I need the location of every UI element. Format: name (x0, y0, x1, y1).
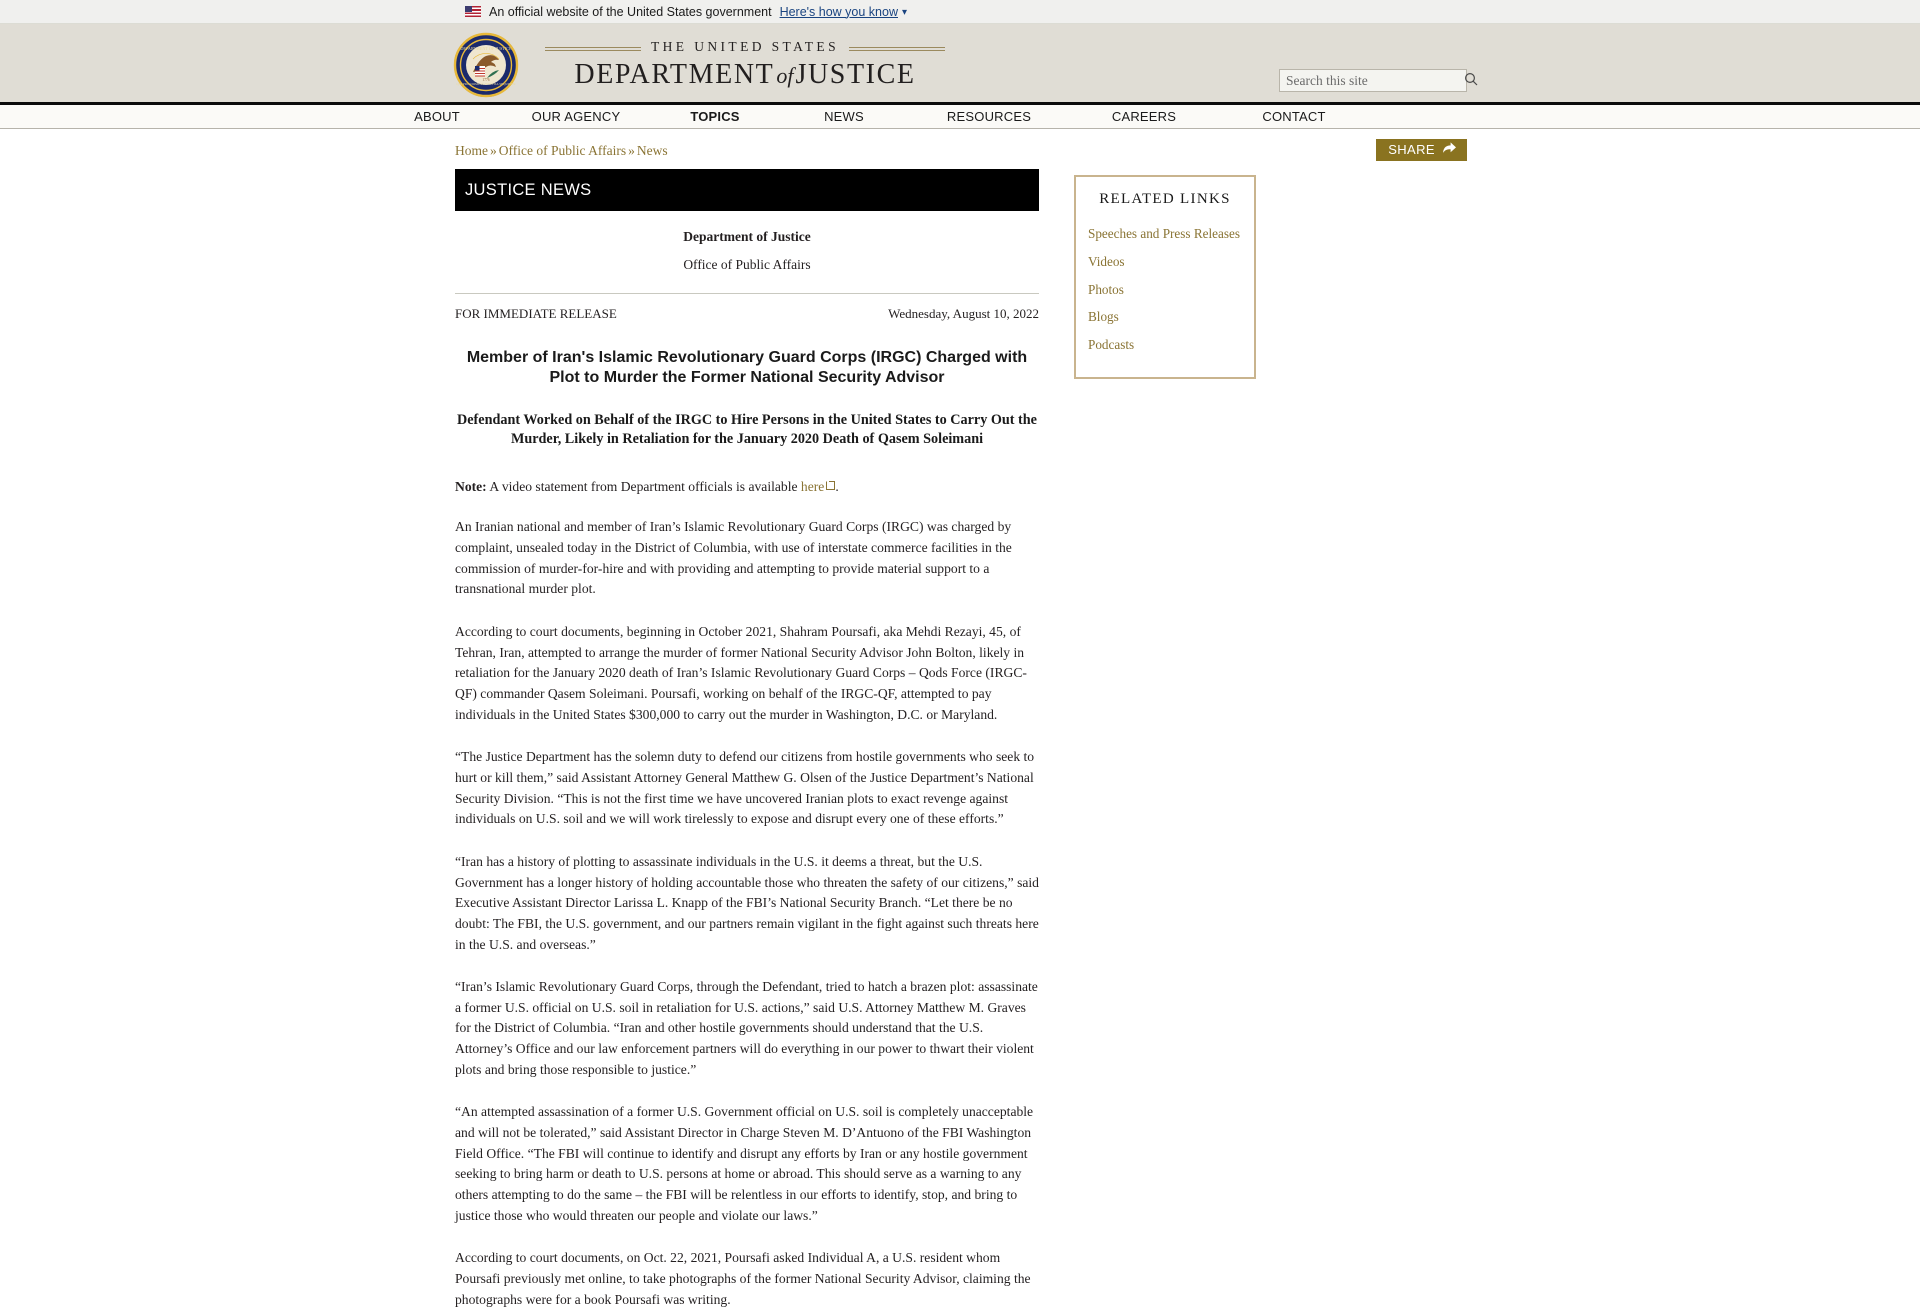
breadcrumb-news[interactable]: News (636, 143, 668, 158)
page-title: Member of Iran's Islamic Revolutionary Guard Corps (IRGC) Charged with Plot to Murder the Former National Security Advisor (466, 349, 1028, 387)
nav-item-resources[interactable]: RESOURCES (946, 109, 1032, 124)
justice-news-title: JUSTICE NEWS (465, 180, 592, 199)
svg-text:DEPARTMENT OF JUSTICE: DEPARTMENT OF JUSTICE (460, 46, 512, 51)
justice-news-banner (455, 169, 1039, 211)
wordmark-line1: THE UNITED STATES (651, 39, 839, 54)
doj-seal-icon (453, 32, 519, 98)
related-link-videos[interactable]: Videos (1088, 253, 1125, 269)
site-search[interactable] (1279, 69, 1467, 92)
issuing-office-block (455, 211, 1039, 294)
nav-item-careers[interactable]: CAREERS (1111, 109, 1177, 124)
article-subheadline: Defendant Worked on Behalf of the IRGC to Hire Persons in the United States to Carry Out the Murder, Likely in Retaliation for the January 2020 Death of Qasem Soleimani (457, 411, 1037, 447)
issuing-office: Office of Public Affairs (683, 257, 811, 272)
heres-how-you-know-link[interactable]: Here's how you know ▾ (779, 4, 908, 19)
related-links-title: RELATED LINKS (1099, 191, 1231, 207)
related-link-blogs[interactable]: Blogs (1088, 309, 1119, 325)
external-link-icon (826, 481, 835, 490)
article-body (455, 449, 1039, 1310)
article-paragraph: According to court documents, on Oct. 22, 2021, Poursafi asked Individual A, a U.S. resident whom Poursafi previously met online, to take photographs of the former National Security Advisor, claiming the photographs were for a book Poursafi was writing. (455, 1250, 1031, 1307)
breadcrumb-office-of-public-affairs[interactable]: Office of Public Affairs (498, 143, 627, 158)
related-link-speeches-and-press-releases[interactable]: Speeches and Press Releases (1088, 226, 1240, 241)
official-gov-banner (0, 0, 1920, 24)
article-paragraph: An Iranian national and member of Iran’s Islamic Revolutionary Guard Corps (IRGC) was charged by complaint, unsealed today in the District of Columbia, with use of interstate commerce facilities in the commission of murder-for-hire and with providing and attempting to provide material support to a transnational murder plot. (455, 519, 1012, 597)
article-paragraph: “An attempted assassination of a former U.S. Government official on U.S. soil is completely unacceptable and will not be tolerated,” said Assistant Director in Charge Steven M. D’Antuono of the FBI Washington Field Office. “The FBI will continue to identify and disrupt any efforts by Iran or any hostile government seeking to bring harm or death to U.S. persons at home or abroad. This should serve as a warning to any others attempting to do the same – the FBI will be relentless in our efforts to identify, stop, and bring to justice those who would threaten our people and violate our laws.” (455, 1104, 1034, 1223)
wordmark-rule-right (849, 47, 945, 48)
nav-item-our-agency[interactable]: OUR AGENCY (531, 109, 621, 124)
breadcrumb-separator: » (490, 143, 497, 158)
nav-item-contact[interactable]: CONTACT (1262, 109, 1326, 124)
article-paragraph: “Iran’s Islamic Revolutionary Guard Corps, through the Defendant, tried to hatch a brazen plot: assassinate a former U.S. official on U.S. soil in retaliation for U.S. actions,” said U.S. Attorney Matthew M. Graves for the District of Columbia. “Iran and other hostile governments should understand that the U.S. Attorney’s Office and our law enforcement partners will do everything in our power to thwart their violent plots and bring those responsible to justice.” (455, 979, 1038, 1077)
chevron-down-icon: ▾ (902, 6, 908, 18)
wordmark-department: DEPARTMENT (574, 59, 775, 90)
article-paragraph: “The Justice Department has the solemn duty to defend our citizens from hostile governments who seek to hurt or kill them,” said Assistant Attorney General Matthew G. Olsen of the Justice Department’s National Security Division. “This is not the first time we have uncovered Iranian plots to exact revenge against individuals on U.S. soil and we will work tirelessly to expose and disrupt every one of these efforts.” (455, 749, 1035, 827)
svg-text:QUI PRO DOMINA JUSTITIA SEQUIT: QUI PRO DOMINA JUSTITIA SEQUITUR (456, 82, 516, 86)
video-statement-link[interactable]: here (800, 478, 825, 494)
page-content (365, 129, 1555, 1310)
note-label: Note: (455, 478, 487, 494)
related-links-sidebar (1074, 169, 1256, 379)
wordmark-justice: JUSTICE (795, 59, 916, 90)
article-column (455, 169, 1039, 1310)
release-meta-row (455, 294, 1039, 322)
related-link-photos[interactable]: Photos (1088, 281, 1124, 297)
note-paragraph (455, 477, 1039, 498)
article-paragraph: “Iran has a history of plotting to assassinate individuals in the U.S. it deems a threat, but the U.S. Government has a longer history of holding accountable those who threaten the safety of our citizens,” said Executive Assistant Director Larissa L. Knapp of the FBI’s National Security Branch. “Let there be no doubt: The FBI, the U.S. government, and our partners remain vigilant in the fight against such threats here in the U.S. and overseas.” (455, 853, 1039, 952)
search-input[interactable] (1280, 70, 1458, 91)
breadcrumb-home[interactable]: Home (455, 143, 488, 158)
site-masthead (0, 24, 1920, 105)
doj-wordmark[interactable] (535, 38, 955, 91)
nav-item-topics[interactable]: TOPICS (690, 109, 740, 124)
share-button-label: SHARE (1388, 142, 1435, 157)
breadcrumb (365, 139, 668, 159)
for-immediate-release-label: FOR IMMEDIATE RELEASE (455, 306, 617, 321)
issuing-department: Department of Justice (683, 229, 811, 244)
nav-item-about[interactable]: ABOUT (414, 109, 460, 124)
note-text-after: . (835, 478, 839, 494)
wordmark-rule-left (545, 47, 641, 48)
share-arrow-icon (1442, 141, 1457, 158)
svg-text:1776: 1776 (482, 78, 490, 82)
search-submit-button[interactable] (1458, 70, 1484, 91)
search-icon (1464, 72, 1478, 89)
nav-item-news[interactable]: NEWS (824, 109, 864, 124)
wordmark-of: of (776, 63, 794, 88)
official-site-label: An official website of the United States government (489, 4, 772, 19)
note-text-before: A video statement from Department officials is available (489, 478, 801, 494)
primary-navigation (0, 105, 1920, 129)
related-link-podcasts[interactable]: Podcasts (1088, 337, 1135, 353)
share-button[interactable] (1376, 139, 1467, 161)
us-flag-icon (465, 6, 481, 17)
breadcrumb-separator: » (628, 143, 635, 158)
article-paragraph: According to court documents, beginning in October 2021, Shahram Poursafi, aka Mehdi Rezayi, 45, of Tehran, Iran, attempted to arrange the murder of former National Security Advisor John Bolton, likely in retaliation for the January 2020 death of Iran’s Islamic Revolutionary Guard Corps – Qods Force (IRGC-QF) commander Qasem Soleimani. Poursafi, working on behalf of the IRGC-QF, attempted to pay individuals in the United States $300,000 to carry out the murder in Washington, D.C. or Maryland. (455, 623, 1027, 722)
release-date: Wednesday, August 10, 2022 (888, 306, 1039, 321)
